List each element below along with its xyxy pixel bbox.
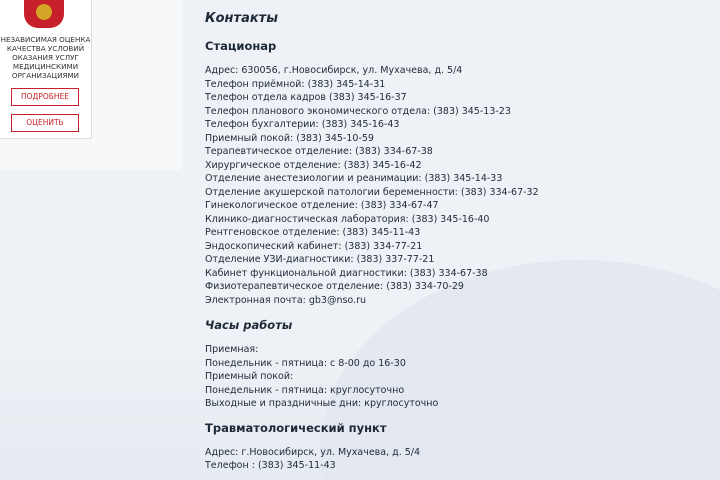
- email-label: Электронная почта:: [205, 294, 309, 306]
- contacts-content: [205, 6, 705, 473]
- hours-line: Приемная:: [205, 344, 259, 355]
- email-link[interactable]: gb3@nso.ru: [308, 294, 367, 306]
- page-title: Контакты: [205, 11, 278, 26]
- widget-caption: НЕЗАВИСИМАЯ ОЦЕНКА КАЧЕСТВА УСЛОВИЙ ОКАЗАНИЯ УСЛУГ МЕДИЦИНСКИМИ ОРГАНИЗАЦИЯМИ: [0, 35, 91, 80]
- hours-line: Выходные и праздничные дни: круглосуточно: [205, 398, 439, 409]
- more-button[interactable]: ПОДРОБНЕЕ: [11, 88, 79, 106]
- hours-line: Приемный покой:: [205, 371, 294, 382]
- contact-line: Приемный покой: (383) 345-10-59: [205, 132, 374, 144]
- contact-line: Физиотерапевтическое отделение: (383) 334-70-29: [205, 281, 464, 292]
- hours-line: Понедельник - пятница: с 8-00 до 16-30: [205, 357, 406, 369]
- hospital-contacts: [205, 64, 705, 307]
- contact-line: Адрес: г.Новосибирск, ул. Мухачева, д. 5/4: [205, 446, 421, 458]
- rate-button[interactable]: ОЦЕНИТЬ: [11, 114, 79, 132]
- quality-rating-widget: [0, 0, 92, 139]
- contact-line: Телефон отдела кадров (383) 345-16-37: [205, 92, 407, 103]
- sidebar: [0, 0, 183, 170]
- contact-line: Терапевтическое отделение: (383) 334-67-38: [205, 146, 433, 157]
- contact-line: Телефон бухгалтерии: (383) 345-16-43: [205, 119, 400, 130]
- contact-line: Кабинет функциональной диагностики: (383) 334-67-38: [205, 267, 488, 279]
- contact-line: Эндоскопический кабинет: (383) 334-77-21: [205, 240, 423, 252]
- trauma-heading: Травматологический пункт: [205, 420, 387, 435]
- hours-line: Понедельник - пятница: круглосуточно: [205, 384, 405, 396]
- contact-line: Телефон приёмной: (383) 345-14-31: [205, 78, 386, 90]
- contact-line: Отделение УЗИ-диагностики: (383) 337-77-21: [205, 254, 435, 265]
- trauma-contacts: [205, 446, 705, 473]
- contact-line: Хирургическое отделение: (383) 345-16-42: [205, 159, 422, 171]
- hospital-heading: Стационар: [205, 39, 277, 53]
- contact-line: Клинико-диагностическая лаборатория: (383) 345-16-40: [205, 213, 490, 225]
- emblem-eagle-icon: [36, 4, 52, 20]
- email-line: [205, 294, 705, 308]
- contact-line: Адрес: 630056, г.Новосибирск, ул. Мухачева, д. 5/4: [205, 65, 463, 76]
- contact-line: Отделение анестезиологии и реанимации: (383) 345-14-33: [205, 173, 503, 184]
- contact-line: Отделение акушерской патологии беременности: (383) 334-67-32: [205, 186, 539, 198]
- working-hours: [205, 343, 705, 411]
- contact-line: Телефон планового экономического отдела: (383) 345-13-23: [205, 105, 511, 117]
- emblem-icon: [24, 0, 64, 28]
- contact-line: Рентгеновское отделение: (383) 345-11-43: [205, 227, 421, 238]
- contact-line: Гинекологическое отделение: (383) 334-67-47: [205, 200, 439, 211]
- contact-line: Телефон : (383) 345-11-43: [205, 460, 336, 471]
- hours-heading: Часы работы: [205, 318, 293, 332]
